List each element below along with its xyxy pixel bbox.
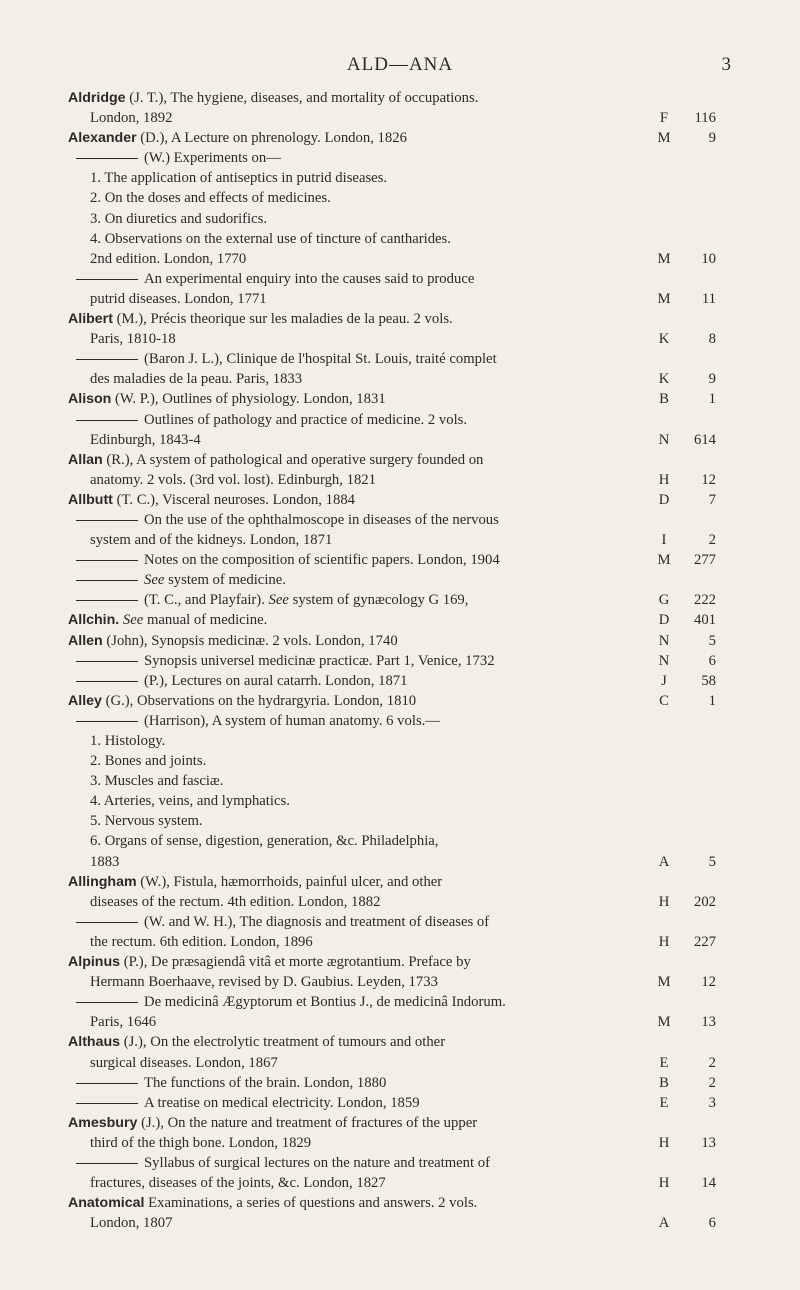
entry-text xyxy=(68,510,499,530)
entry-text xyxy=(68,550,500,570)
page-header xyxy=(0,54,800,78)
catalogue-line xyxy=(68,992,734,1012)
shelf-mark xyxy=(656,470,716,490)
shelf-letter: K xyxy=(658,371,670,388)
entry-text xyxy=(68,88,478,108)
shelf-letter: H xyxy=(658,933,670,950)
shelf-mark xyxy=(656,289,716,309)
entry-text xyxy=(68,410,467,430)
shelf-letter: B xyxy=(659,1074,669,1091)
entry-text xyxy=(90,1012,156,1032)
entry-text xyxy=(90,1213,172,1233)
see-reference: See xyxy=(144,572,165,589)
entry-text xyxy=(90,852,119,872)
shelf-number: 277 xyxy=(693,552,716,569)
entry-text xyxy=(90,892,380,912)
catalogue-line xyxy=(68,369,734,389)
shelf-number: 9 xyxy=(708,130,716,147)
shelf-mark xyxy=(656,651,716,671)
catalogue-line xyxy=(68,731,734,751)
entry-text xyxy=(90,530,332,550)
shelf-letter: C xyxy=(659,692,669,709)
catalogue-line xyxy=(68,88,734,108)
ditto-rule xyxy=(76,279,138,280)
entry-description: (G.), Observations on the hydrargyria. London, 1810 xyxy=(101,692,417,709)
shelf-mark xyxy=(656,610,716,630)
entry-description: system and of the kidneys. London, 1871 xyxy=(90,532,333,549)
entry-description: 1. The application of antiseptics in putrid diseases. xyxy=(90,170,388,187)
entry-text xyxy=(68,1193,477,1213)
catalogue-line xyxy=(68,791,734,811)
entry-description: the rectum. 6th edition. London, 1896 xyxy=(90,933,313,950)
shelf-letter: E xyxy=(659,1094,669,1111)
catalogue-line xyxy=(68,912,734,932)
shelf-mark xyxy=(656,1093,716,1113)
entry-text xyxy=(68,912,489,932)
entry-description: (W.) Experiments on— xyxy=(144,150,281,167)
entry-text xyxy=(68,651,495,671)
catalogue-line xyxy=(68,1213,734,1233)
entry-description: On the use of the ophthalmoscope in diseases of the nervous xyxy=(144,511,499,528)
entry-description: Paris, 1810-18 xyxy=(90,331,176,348)
entry-description: 2. On the doses and effects of medicines. xyxy=(90,190,331,207)
shelf-number: 614 xyxy=(693,431,716,448)
entry-text xyxy=(90,430,201,450)
entry-description: (P.), Lectures on aural catarrh. London, 1871 xyxy=(144,672,408,689)
entry-text xyxy=(68,691,416,711)
author-name: Alexander xyxy=(68,130,137,147)
ditto-rule xyxy=(76,1103,138,1104)
catalogue-line xyxy=(68,329,734,349)
entry-description: (John), Synopsis medicinæ. 2 vols. London, 1740 xyxy=(102,632,398,649)
entry-text xyxy=(68,1113,477,1133)
author-name: Allchin. xyxy=(68,612,120,629)
shelf-mark xyxy=(656,369,716,389)
catalogue-line xyxy=(68,651,734,671)
shelf-number: 6 xyxy=(708,1215,716,1232)
entry-text xyxy=(90,329,176,349)
entry-description: (Harrison), A system of human anatomy. 6 vols.— xyxy=(144,712,441,729)
catalogue-line xyxy=(68,1053,734,1073)
ditto-rule xyxy=(76,600,138,601)
see-reference: See xyxy=(122,612,144,629)
author-name: Alibert xyxy=(68,311,113,328)
entry-text xyxy=(68,1153,490,1173)
entry-text xyxy=(68,671,407,691)
entry-description: manual of medicine. xyxy=(143,612,268,629)
catalogue-line xyxy=(68,1153,734,1173)
shelf-mark xyxy=(656,249,716,269)
shelf-letter: A xyxy=(658,1215,670,1232)
shelf-mark xyxy=(656,490,716,510)
shelf-mark xyxy=(656,972,716,992)
shelf-letter: M xyxy=(657,290,671,307)
ditto-rule xyxy=(76,661,138,662)
catalogue-line xyxy=(68,229,734,249)
catalogue-line xyxy=(68,711,734,731)
entry-description: (J.), On the nature and treatment of fractures of the upper xyxy=(137,1114,478,1131)
page-number: 3 xyxy=(721,54,732,75)
catalogue-line xyxy=(68,530,734,550)
shelf-letter: N xyxy=(658,431,670,448)
entry-text xyxy=(90,470,376,490)
shelf-mark xyxy=(656,691,716,711)
catalogue-line xyxy=(68,490,734,510)
shelf-number: 8 xyxy=(708,331,716,348)
shelf-mark xyxy=(656,550,716,570)
author-name: Althaus xyxy=(68,1034,121,1051)
catalogue-line xyxy=(68,309,734,329)
shelf-letter: E xyxy=(659,1054,669,1071)
entry-text xyxy=(90,229,451,249)
catalogue-line xyxy=(68,128,734,148)
entry-description: (R.), A system of pathological and operative surgery founded on xyxy=(102,451,484,468)
shelf-letter: B xyxy=(659,391,669,408)
catalogue-line xyxy=(68,1133,734,1153)
shelf-number: 1 xyxy=(708,391,716,408)
entry-text xyxy=(90,108,172,128)
catalogue-line xyxy=(68,1193,734,1213)
entry-description: 4. Arteries, veins, and lymphatics. xyxy=(90,793,290,810)
shelf-number: 2 xyxy=(708,1054,716,1071)
entry-text xyxy=(68,590,468,610)
entry-description: (W. and W. H.), The diagnosis and treatment of diseases of xyxy=(144,913,490,930)
catalogue-line xyxy=(68,892,734,912)
entry-description: 3. Muscles and fasciæ. xyxy=(90,773,224,790)
shelf-mark xyxy=(656,1133,716,1153)
shelf-number: 401 xyxy=(693,612,716,629)
entry-text xyxy=(90,932,313,952)
catalogue-line xyxy=(68,590,734,610)
shelf-number: 13 xyxy=(701,1014,716,1031)
entry-description: Examinations, a series of questions and answers. 2 vols. xyxy=(144,1195,478,1212)
ditto-rule xyxy=(76,681,138,682)
entry-description: system of medicine. xyxy=(164,572,286,589)
entry-description: 4. Observations on the external use of tincture of cantharides. xyxy=(90,230,451,247)
shelf-number: 7 xyxy=(708,491,716,508)
entry-description: 1883 xyxy=(90,853,120,870)
catalogue-line xyxy=(68,1173,734,1193)
ditto-rule xyxy=(76,158,138,159)
catalogue-line xyxy=(68,1093,734,1113)
shelf-mark xyxy=(656,389,716,409)
shelf-number: 11 xyxy=(701,290,716,307)
entry-text xyxy=(68,128,407,148)
shelf-number: 13 xyxy=(701,1134,716,1151)
shelf-mark xyxy=(656,631,716,651)
shelf-number: 10 xyxy=(701,250,716,267)
shelf-number: 9 xyxy=(708,371,716,388)
running-title: ALD—ANA xyxy=(346,54,454,75)
catalogue-line xyxy=(68,1032,734,1052)
shelf-number: 1 xyxy=(708,692,716,709)
entry-text xyxy=(90,972,438,992)
shelf-letter: H xyxy=(658,1175,670,1192)
ditto-rule xyxy=(76,359,138,360)
catalogue-line xyxy=(68,209,734,229)
shelf-letter: N xyxy=(658,632,670,649)
entry-description: An experimental enquiry into the causes said to produce xyxy=(144,270,475,287)
ditto-rule xyxy=(76,922,138,923)
catalogue-line xyxy=(68,831,734,851)
entry-text xyxy=(90,1133,311,1153)
entry-text xyxy=(90,168,387,188)
author-name: Aldridge xyxy=(68,90,126,106)
shelf-letter: F xyxy=(659,110,669,127)
shelf-letter: H xyxy=(658,1134,670,1151)
author-name: Allen xyxy=(68,632,103,649)
entry-text xyxy=(90,771,223,791)
entry-description: (D.), A Lecture on phrenology. London, 1826 xyxy=(136,130,407,147)
entry-description: (Baron J. L.), Clinique de l'hospital St. Louis, traité complet xyxy=(144,351,497,368)
entry-description: Paris, 1646 xyxy=(90,1014,157,1031)
entry-description: (P.), De præsagiendâ vitâ et morte ægrotantium. Preface by xyxy=(120,954,471,971)
shelf-letter: A xyxy=(658,853,670,870)
see-reference: See xyxy=(268,592,289,609)
catalogue-line xyxy=(68,771,734,791)
entry-text xyxy=(68,1093,420,1113)
entry-description: London, 1892 xyxy=(90,110,173,127)
shelf-mark xyxy=(656,1053,716,1073)
entry-description: Synopsis universel medicinæ practicæ. Part 1, Venice, 1732 xyxy=(144,652,495,669)
entry-description: 2. Bones and joints. xyxy=(90,753,207,770)
catalogue-line xyxy=(68,872,734,892)
shelf-number: 14 xyxy=(701,1175,716,1192)
catalogue-line xyxy=(68,410,734,430)
entry-text xyxy=(68,952,471,972)
catalogue-line xyxy=(68,671,734,691)
catalogue-line xyxy=(68,972,734,992)
entry-text xyxy=(90,289,267,309)
catalogue-line xyxy=(68,269,734,289)
entry-text xyxy=(68,872,442,892)
entry-text xyxy=(90,188,331,208)
entry-text xyxy=(68,450,483,470)
author-name: Allan xyxy=(68,451,103,468)
entry-description: Hermann Boerhaave, revised by D. Gaubius. Leyden, 1733 xyxy=(90,974,438,991)
shelf-number: 227 xyxy=(693,933,716,950)
catalogue-entries xyxy=(68,88,734,1233)
catalogue-line xyxy=(68,389,734,409)
catalogue-line xyxy=(68,751,734,771)
catalogue-line xyxy=(68,852,734,872)
catalogue-line xyxy=(68,168,734,188)
shelf-letter: M xyxy=(657,1014,671,1031)
shelf-number: 2 xyxy=(708,532,716,549)
author-name: Amesbury xyxy=(68,1114,138,1131)
shelf-mark xyxy=(656,128,716,148)
catalogue-line xyxy=(68,932,734,952)
ditto-rule xyxy=(76,721,138,722)
shelf-number: 222 xyxy=(693,592,716,609)
entry-text xyxy=(68,711,440,731)
entry-text xyxy=(68,490,355,510)
shelf-letter: M xyxy=(657,130,671,147)
entry-text xyxy=(68,610,267,630)
ditto-rule xyxy=(76,520,138,521)
entry-description: Syllabus of surgical lectures on the nature and treatment of xyxy=(144,1154,491,1171)
shelf-mark xyxy=(656,671,716,691)
entry-text xyxy=(90,1173,386,1193)
ditto-rule xyxy=(76,560,138,561)
catalogue-line xyxy=(68,550,734,570)
shelf-mark xyxy=(656,932,716,952)
entry-description: (W. P.), Outlines of physiology. London, 1831 xyxy=(111,391,386,408)
entry-description: surgical diseases. London, 1867 xyxy=(90,1054,278,1071)
entry-description: A treatise on medical electricity. London, 1859 xyxy=(144,1094,420,1111)
author-name: Alpinus xyxy=(68,954,121,971)
entry-description: putrid diseases. London, 1771 xyxy=(90,290,267,307)
ditto-rule xyxy=(76,1163,138,1164)
entry-text xyxy=(90,791,290,811)
catalogue-line xyxy=(68,510,734,530)
entry-text xyxy=(68,349,497,369)
entry-description: (M.), Précis theorique sur les maladies de la peau. 2 vols. xyxy=(112,311,453,328)
entry-text xyxy=(68,389,386,409)
shelf-number: 2 xyxy=(708,1074,716,1091)
shelf-letter: H xyxy=(658,893,670,910)
shelf-letter: D xyxy=(658,612,670,629)
shelf-number: 202 xyxy=(693,893,716,910)
catalogue-line xyxy=(68,349,734,369)
entry-text xyxy=(68,570,286,590)
entry-description: 6. Organs of sense, digestion, generation, &c. Philadelphia, xyxy=(90,833,439,850)
shelf-number: 12 xyxy=(701,974,716,991)
catalogue-line xyxy=(68,691,734,711)
shelf-letter: K xyxy=(658,331,670,348)
shelf-mark xyxy=(656,530,716,550)
entry-description: De medicinâ Ægyptorum et Bontius J., de medicinâ Indorum. xyxy=(144,994,506,1011)
entry-description: 2nd edition. London, 1770 xyxy=(90,250,247,267)
author-name: Alison xyxy=(68,391,112,408)
entry-description: fractures, diseases of the joints, &c. London, 1827 xyxy=(90,1175,386,1192)
shelf-mark xyxy=(656,1213,716,1233)
entry-text xyxy=(90,209,267,229)
ditto-rule xyxy=(76,420,138,421)
entry-description: 5. Nervous system. xyxy=(90,813,203,830)
author-name: Allingham xyxy=(68,873,137,890)
shelf-number: 5 xyxy=(708,853,716,870)
catalogue-line xyxy=(68,470,734,490)
catalogue-line xyxy=(68,289,734,309)
entry-description: des maladies de la peau. Paris, 1833 xyxy=(90,371,303,388)
ditto-rule xyxy=(76,580,138,581)
shelf-letter: G xyxy=(658,592,670,609)
catalogue-line xyxy=(68,631,734,651)
ditto-rule xyxy=(76,1002,138,1003)
entry-text xyxy=(90,831,438,851)
entry-description: third of the thigh bone. London, 1829 xyxy=(90,1134,312,1151)
entry-description: Edinburgh, 1843-4 xyxy=(90,431,201,448)
shelf-number: 5 xyxy=(708,632,716,649)
entry-description: anatomy. 2 vols. (3rd vol. lost). Edinburgh, 1821 xyxy=(90,471,376,488)
entry-text xyxy=(68,1032,445,1052)
shelf-mark xyxy=(656,329,716,349)
shelf-number: 3 xyxy=(708,1094,716,1111)
shelf-mark xyxy=(656,1173,716,1193)
shelf-letter: M xyxy=(657,974,671,991)
author-name: Anatomical xyxy=(68,1195,145,1212)
entry-description: Notes on the composition of scientific papers. London, 1904 xyxy=(144,552,500,569)
ditto-rule xyxy=(76,1083,138,1084)
catalogue-line xyxy=(68,249,734,269)
author-name: Allbutt xyxy=(68,491,113,508)
entry-description: diseases of the rectum. 4th edition. London, 1882 xyxy=(90,893,381,910)
shelf-number: 12 xyxy=(701,471,716,488)
catalogue-line xyxy=(68,1113,734,1133)
entry-description: London, 1807 xyxy=(90,1215,173,1232)
entry-text xyxy=(90,369,302,389)
entry-text xyxy=(68,148,281,168)
shelf-mark xyxy=(656,108,716,128)
shelf-mark xyxy=(656,430,716,450)
shelf-number: 58 xyxy=(701,672,716,689)
entry-description: system of gynæcology G 169, xyxy=(288,592,469,609)
entry-description: (J. T.), The hygiene, diseases, and mortality of occupations. xyxy=(125,90,479,106)
catalogue-line xyxy=(68,148,734,168)
shelf-mark xyxy=(656,1012,716,1032)
shelf-number: 6 xyxy=(708,652,716,669)
catalogue-line xyxy=(68,1012,734,1032)
catalogue-line xyxy=(68,811,734,831)
entry-text xyxy=(90,1053,278,1073)
shelf-mark xyxy=(656,1073,716,1093)
entry-description: (T. C.), Visceral neuroses. London, 1884 xyxy=(112,491,356,508)
entry-text xyxy=(68,631,398,651)
entry-description: (T. C., and Playfair). xyxy=(144,592,265,609)
catalogue-line xyxy=(68,952,734,972)
catalogue-line xyxy=(68,1073,734,1093)
author-name: Alley xyxy=(68,692,102,709)
entry-text xyxy=(68,269,474,289)
catalogue-line xyxy=(68,108,734,128)
shelf-letter: I xyxy=(661,532,667,549)
shelf-number: 116 xyxy=(694,110,716,127)
shelf-letter: M xyxy=(657,250,671,267)
entry-text xyxy=(68,992,506,1012)
entry-text xyxy=(90,751,206,771)
shelf-letter: M xyxy=(657,552,671,569)
shelf-letter: H xyxy=(658,471,670,488)
entry-text xyxy=(90,249,246,269)
catalogue-line xyxy=(68,188,734,208)
entry-description: The functions of the brain. London, 1880 xyxy=(144,1074,387,1091)
catalogue-line xyxy=(68,430,734,450)
entry-text xyxy=(68,1073,386,1093)
shelf-letter: J xyxy=(661,672,667,689)
entry-description: 3. On diuretics and sudorifics. xyxy=(90,210,268,227)
catalogue-line xyxy=(68,570,734,590)
shelf-letter: N xyxy=(658,652,670,669)
entry-text xyxy=(90,731,165,751)
catalogue-line xyxy=(68,450,734,470)
catalogue-line xyxy=(68,610,734,630)
entry-description: (J.), On the electrolytic treatment of tumours and other xyxy=(120,1034,446,1051)
entry-description: 1. Histology. xyxy=(90,733,166,749)
entry-description: Outlines of pathology and practice of medicine. 2 vols. xyxy=(144,411,468,428)
entry-text xyxy=(68,309,453,329)
entry-description: (W.), Fistula, hæmorrhoids, painful ulcer, and other xyxy=(136,873,443,890)
shelf-mark xyxy=(656,590,716,610)
shelf-letter: D xyxy=(658,491,670,508)
entry-text xyxy=(90,811,203,831)
shelf-mark xyxy=(656,852,716,872)
shelf-mark xyxy=(656,892,716,912)
